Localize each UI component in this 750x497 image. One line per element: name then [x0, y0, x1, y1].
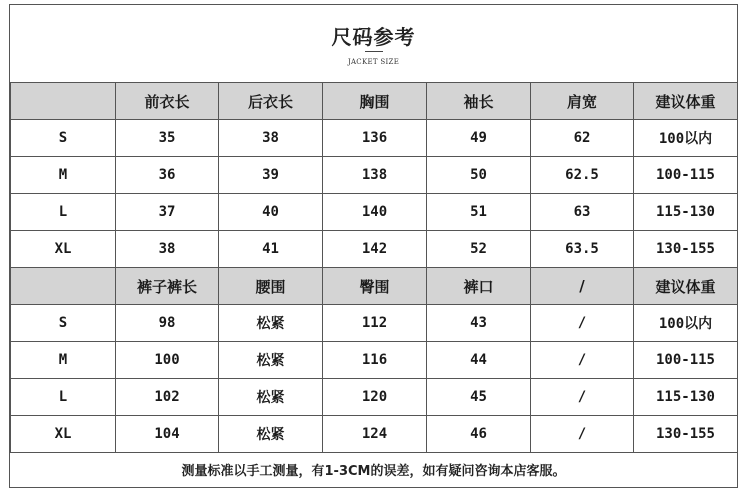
table-row	[11, 231, 738, 268]
column-header	[11, 268, 116, 305]
column-header: 建议体重	[634, 83, 738, 120]
pants-header-row	[11, 268, 738, 305]
table-cell: 138	[323, 157, 427, 194]
table-cell: 38	[219, 120, 323, 157]
chart-header	[10, 5, 737, 83]
measurement-note: 测量标准以手工测量，有1-3CM的误差，如有疑问咨询本店客服。	[181, 464, 566, 479]
table-cell: 100-115	[634, 157, 738, 194]
table-cell: 松紧	[219, 416, 323, 453]
table-row	[11, 157, 738, 194]
table-cell: 45	[427, 379, 531, 416]
column-header: 裤子裤长	[116, 268, 219, 305]
size-chart	[9, 4, 738, 488]
table-cell: 120	[323, 379, 427, 416]
table-cell: 140	[323, 194, 427, 231]
table-cell: 62	[531, 120, 634, 157]
size-label: L	[11, 379, 116, 416]
column-header: 后衣长	[219, 83, 323, 120]
table-cell: 130-155	[634, 231, 738, 268]
column-header: 胸围	[323, 83, 427, 120]
table-cell: 43	[427, 305, 531, 342]
table-cell: 松紧	[219, 342, 323, 379]
table-cell: 50	[427, 157, 531, 194]
table-row	[11, 194, 738, 231]
size-table	[10, 82, 738, 453]
table-cell: /	[531, 305, 634, 342]
table-cell: 63	[531, 194, 634, 231]
table-cell: /	[531, 342, 634, 379]
table-cell: 38	[116, 231, 219, 268]
table-cell: 100	[116, 342, 219, 379]
table-cell: 63.5	[531, 231, 634, 268]
column-header	[11, 83, 116, 120]
table-cell: 44	[427, 342, 531, 379]
table-cell: 37	[116, 194, 219, 231]
table-row	[11, 379, 738, 416]
table-cell: 100以内	[634, 305, 738, 342]
size-label: S	[11, 120, 116, 157]
table-cell: 136	[323, 120, 427, 157]
size-label: S	[11, 305, 116, 342]
table-cell: 39	[219, 157, 323, 194]
table-row	[11, 416, 738, 453]
table-cell: 41	[219, 231, 323, 268]
table-cell: 49	[427, 120, 531, 157]
table-row	[11, 342, 738, 379]
table-cell: 124	[323, 416, 427, 453]
table-cell: 51	[427, 194, 531, 231]
table-cell: 104	[116, 416, 219, 453]
column-header: 腰围	[219, 268, 323, 305]
chart-title: 尺码参考	[331, 25, 416, 49]
size-label: L	[11, 194, 116, 231]
table-cell: 100以内	[634, 120, 738, 157]
table-cell: 98	[116, 305, 219, 342]
jacket-header-row	[11, 83, 738, 120]
table-cell: 115-130	[634, 379, 738, 416]
table-cell: 46	[427, 416, 531, 453]
size-label: M	[11, 157, 116, 194]
column-header: 前衣长	[116, 83, 219, 120]
table-cell: 130-155	[634, 416, 738, 453]
column-header: /	[531, 268, 634, 305]
column-header: 肩宽	[531, 83, 634, 120]
table-cell: 142	[323, 231, 427, 268]
table-row	[11, 305, 738, 342]
table-cell: 松紧	[219, 305, 323, 342]
column-header: 袖长	[427, 83, 531, 120]
table-cell: /	[531, 379, 634, 416]
table-cell: 36	[116, 157, 219, 194]
table-cell: /	[531, 416, 634, 453]
table-cell: 40	[219, 194, 323, 231]
table-cell: 100-115	[634, 342, 738, 379]
table-cell: 松紧	[219, 379, 323, 416]
chart-subtitle: JACKET SIZE	[347, 58, 400, 66]
table-cell: 52	[427, 231, 531, 268]
column-header: 建议体重	[634, 268, 738, 305]
table-cell: 116	[323, 342, 427, 379]
size-label: XL	[11, 416, 116, 453]
size-label: XL	[11, 231, 116, 268]
column-header: 裤口	[427, 268, 531, 305]
table-cell: 102	[116, 379, 219, 416]
table-cell: 35	[116, 120, 219, 157]
table-cell: 112	[323, 305, 427, 342]
column-header: 臀围	[323, 268, 427, 305]
title-divider	[365, 51, 383, 52]
table-row	[11, 120, 738, 157]
table-cell: 115-130	[634, 194, 738, 231]
table-cell: 62.5	[531, 157, 634, 194]
size-label: M	[11, 342, 116, 379]
